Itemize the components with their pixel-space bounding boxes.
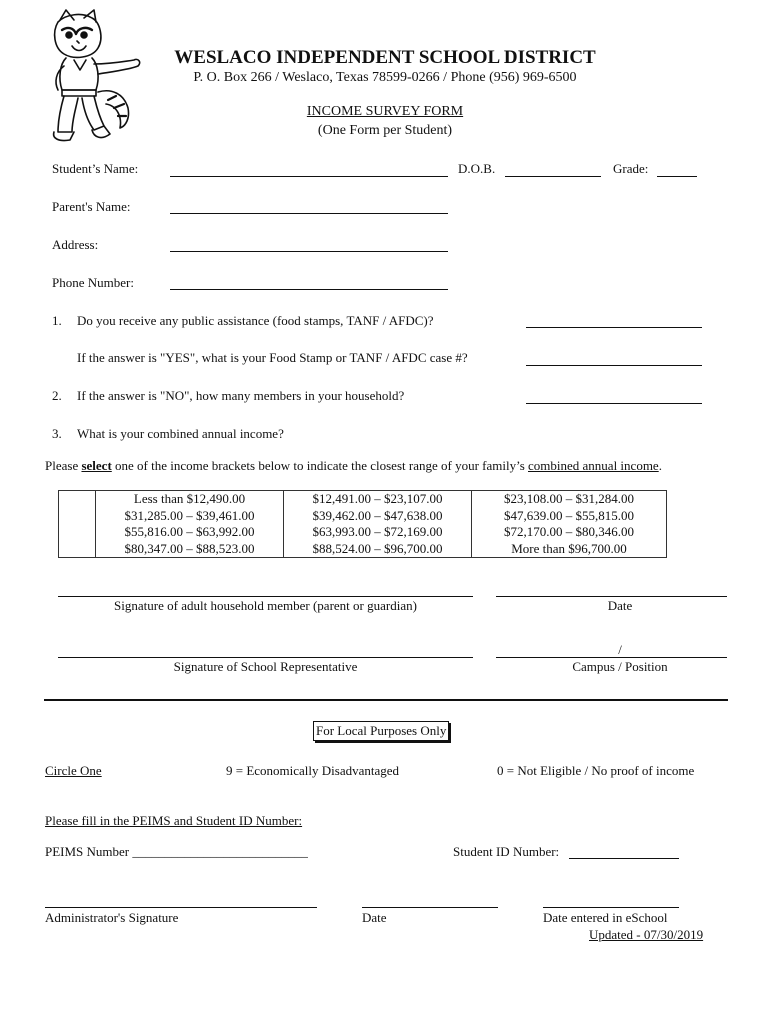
parent-date-line[interactable] [496, 596, 727, 597]
address-label: Address: [52, 237, 99, 252]
question-3: What is your combined annual income? [77, 426, 284, 441]
question-2-number: 2. [52, 388, 62, 403]
phone-field[interactable] [170, 289, 448, 290]
bracket-r4c2[interactable]: $88,524.00 – $96,700.00 [312, 540, 443, 556]
bracket-spacer [59, 491, 96, 558]
campus-position-label: Campus / Position [572, 659, 668, 674]
updated-date: Updated - 07/30/2019 [589, 927, 704, 942]
dob-label: D.O.B. [458, 161, 496, 176]
district-name: WESLACO INDEPENDENT SCHOOL DISTRICT [174, 47, 596, 68]
question-1: Do you receive any public assistance (food stamps, TANF / AFDC)? [77, 313, 434, 328]
student-name-label: Student’s Name: [52, 161, 139, 176]
bracket-cell[interactable] [96, 491, 284, 558]
option-economically-disadvantaged[interactable]: 9 = Economically Disadvantaged [226, 763, 400, 778]
eschool-date-label: Date entered in eSchool [543, 910, 668, 925]
income-instruction [45, 458, 662, 474]
parent-signature-label: Signature of adult household member (parent or guardian) [114, 598, 417, 613]
bracket-r4c1[interactable]: $80,347.00 – $88,523.00 [124, 540, 255, 556]
bracket-r4c3[interactable]: More than $96,700.00 [511, 540, 627, 556]
instruction-mid: one of the income brackets below to indicate the closest range of your family’s [111, 458, 529, 473]
instruction-combined: combined annual income [528, 458, 659, 473]
instruction-post: . [658, 458, 662, 473]
parent-signature-line[interactable] [58, 596, 473, 597]
bracket-r3c3[interactable]: $72,170.00 – $80,346.00 [504, 524, 634, 539]
student-id-label: Student ID Number: [453, 844, 560, 859]
instruction-pre: Please [45, 458, 82, 473]
income-bracket-table [58, 490, 667, 558]
local-purposes-box: For Local Purposes Only [313, 721, 449, 741]
question-2: If the answer is "NO", how many members in your household? [77, 388, 405, 403]
admin-signature-line[interactable] [45, 907, 317, 908]
parent-name-label: Parent's Name: [52, 199, 131, 214]
bracket-r2c3[interactable]: $47,639.00 – $55,815.00 [504, 507, 634, 523]
option-not-eligible[interactable]: 0 = Not Eligible / No proof of income [497, 763, 695, 778]
eschool-date-line[interactable] [543, 907, 679, 908]
bracket-r2c1[interactable]: $31,285.00 – $39,461.00 [124, 507, 255, 523]
parent-date-label: Date [607, 598, 633, 613]
peims-number-field[interactable]: PEIMS Number ___________________________ [45, 844, 308, 859]
question-1-answer[interactable] [526, 327, 702, 328]
campus-position-line[interactable] [496, 657, 727, 658]
section-divider [44, 699, 728, 701]
campus-slash: / [618, 642, 622, 657]
circle-one-label: Circle One [45, 763, 102, 778]
bracket-r1c3[interactable]: $23,108.00 – $31,284.00 [504, 491, 634, 506]
question-1b: If the answer is "YES", what is your Food Stamp or TANF / AFDC case #? [77, 350, 468, 365]
question-3-number: 3. [52, 426, 62, 441]
phone-label: Phone Number: [52, 275, 134, 290]
household-members-field[interactable] [526, 403, 702, 404]
grade-label: Grade: [613, 161, 649, 176]
case-number-field[interactable] [526, 365, 702, 366]
district-address: P. O. Box 266 / Weslaco, Texas 78599-0266 / Phone (956) 969-6500 [193, 70, 577, 85]
school-rep-signature-line[interactable] [58, 657, 473, 658]
student-name-field[interactable] [170, 176, 448, 177]
bracket-r1c2[interactable]: $12,491.00 – $23,107.00 [312, 491, 443, 506]
dob-field[interactable] [505, 176, 601, 177]
instruction-select: select [81, 458, 112, 473]
question-1-number: 1. [52, 313, 62, 328]
admin-signature-label: Administrator's Signature [45, 910, 179, 925]
student-id-field[interactable] [569, 858, 679, 859]
school-rep-label: Signature of School Representative [173, 659, 358, 674]
bracket-r3c2[interactable]: $63,993.00 – $72,169.00 [312, 524, 443, 539]
form-title: INCOME SURVEY FORM [306, 104, 464, 119]
form-subtitle: (One Form per Student) [317, 123, 453, 138]
address-field[interactable] [170, 251, 448, 252]
bracket-r1c1[interactable]: Less than $12,490.00 [133, 491, 246, 506]
grade-field[interactable] [657, 176, 697, 177]
bracket-r2c2[interactable]: $39,462.00 – $47,638.00 [312, 507, 443, 523]
parent-name-field[interactable] [170, 213, 448, 214]
peims-instruction: Please fill in the PEIMS and Student ID Number: [45, 813, 303, 828]
admin-date-line[interactable] [362, 907, 498, 908]
bracket-cell[interactable] [472, 491, 667, 558]
bracket-r3c1[interactable]: $55,816.00 – $63,992.00 [124, 524, 255, 539]
admin-date-label: Date [362, 910, 387, 925]
bracket-cell[interactable] [284, 491, 472, 558]
